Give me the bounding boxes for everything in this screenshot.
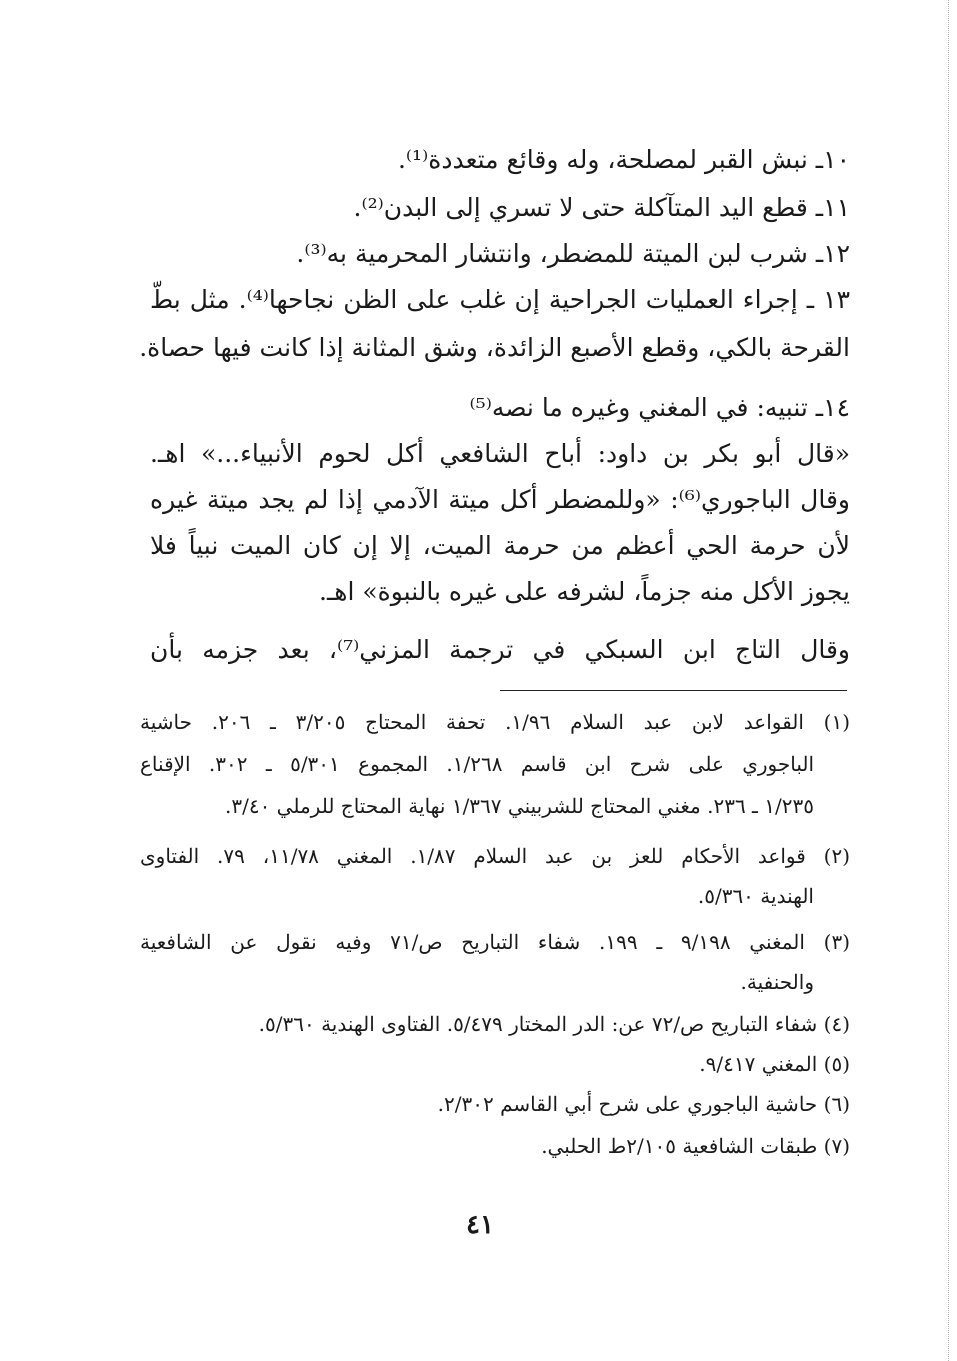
list-item-12: ١٢ـ شرب لبن الميتة للمضطر، وانتشار المحرمية به⁽³⁾. — [296, 239, 850, 268]
footnote-3-line-1: (٣) المغني ٩/١٩٨ ـ ١٩٩. شفاء التباريح ص/٧١ وفيه نقول عن الشافعية — [140, 930, 851, 954]
list-item-13-line-1: ١٣ ـ إجراء العمليات الجراحية إن غلب على الظن نجاحها⁽⁴⁾. مثل بطّ — [150, 285, 850, 314]
page-edge-dotted-line — [948, 0, 949, 1361]
footnote-separator — [500, 690, 847, 691]
quote-line-4: يجوز الأكل منه جزماً، لشرفه على غيره بالنبوة» اهـ. — [319, 577, 850, 606]
page-number: ٤١ — [466, 1210, 494, 1240]
quote-line-2: وقال الباجوري⁽⁶⁾: «وللمضطر أكل ميتة الآدمي إذا لم يجد ميتة غيره — [150, 485, 850, 514]
footnote-3-line-2: والحنفية. — [740, 970, 814, 994]
footnote-5: (٥) المغني ٩/٤١٧. — [699, 1052, 850, 1076]
list-item-11: ١١ـ قطع اليد المتآكلة حتى لا تسري إلى البدن⁽²⁾. — [353, 193, 850, 222]
quote-line-1: «قال أبو بكر بن داود: أباح الشافعي أكل لحوم الأنبياء...» اهـ. — [150, 439, 850, 468]
list-item-10: ١٠ـ نبش القبر لمصلحة، وله وقائع متعددة⁽¹⁾. — [397, 145, 850, 174]
footnote-1-line-3: ١/٢٣٥ ـ ٢٣٦. مغني المحتاج للشربيني ١/٣٦٧ نهاية المحتاج للرملي ٣/٤٠. — [224, 794, 814, 818]
list-item-14-line-1: ١٤ـ تنبيه: في المغني وغيره ما نصه⁽⁵⁾ — [469, 393, 850, 422]
footnote-4: (٤) شفاء التباريح ص/٧٢ عن: الدر المختار ٥/٤٧٩. الفتاوى الهندية ٥/٣٦٠. — [258, 1012, 850, 1036]
footnote-1-line-2: الباجوري على شرح ابن قاسم ١/٢٦٨. المجموع ٥/٣٠١ ـ ٣٠٢. الإقناع — [140, 752, 815, 776]
footnote-7: (٧) طبقات الشافعية ٢/١٠٥ط الحلبي. — [541, 1134, 850, 1158]
footnote-1-line-1: (١) القواعد لابن عبد السلام ١/٩٦. تحفة المحتاج ٣/٢٠٥ ـ ٢٠٦. حاشية — [140, 710, 850, 734]
quote-line-3: لأن حرمة الحي أعظم من حرمة الميت، إلا إن كان الميت نبياً فلا — [150, 531, 850, 560]
footnote-6: (٦) حاشية الباجوري على شرح أبي القاسم ٢/٣٠٢. — [437, 1092, 850, 1116]
list-item-13-line-2: القرحة بالكي، وقطع الأصبع الزائدة، وشق المثانة إذا كانت فيها حصاة. — [139, 333, 850, 362]
paragraph-line-1: وقال التاج ابن السبكي في ترجمة المزني⁽⁷⁾، بعد جزمه بأن — [150, 635, 850, 664]
footnote-2-line-1: (٢) قواعد الأحكام للعز بن عبد السلام ١/٨٧. المغني ١١/٧٨، ٧٩. الفتاوى — [140, 844, 851, 868]
footnote-2-line-2: الهندية ٥/٣٦٠. — [697, 884, 814, 908]
